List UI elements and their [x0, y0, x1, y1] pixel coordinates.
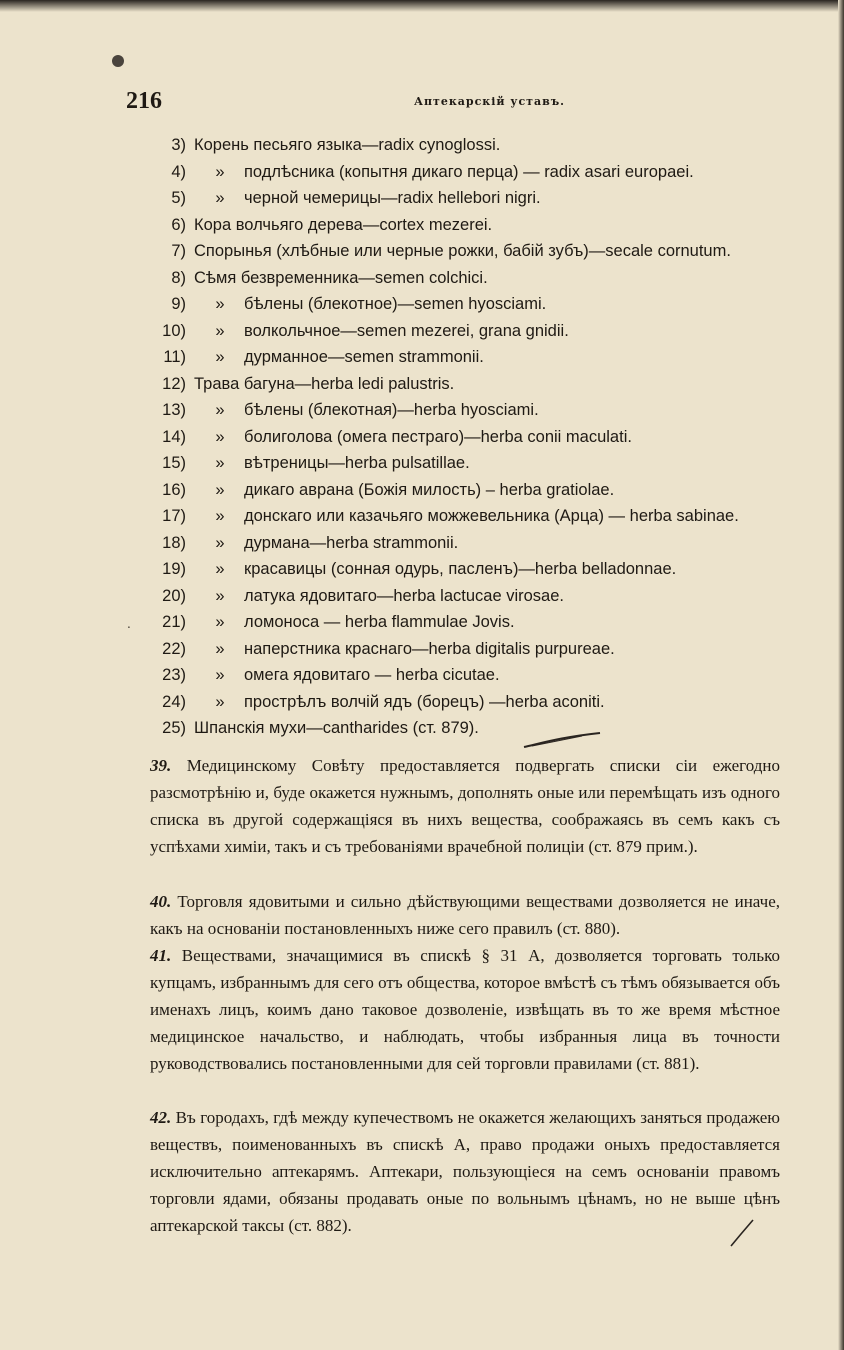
article-number: 40.	[150, 892, 172, 911]
list-item	[150, 583, 800, 610]
item-number: 15)	[162, 454, 186, 472]
article-text: Въ городахъ, гдѣ между купечествомъ не окажется желающихъ заняться продажею веществъ, поименованныхъ въ спискѣ А, право продажи оныхъ предоставляется исключительно аптекарямъ. Аптекари, пользующіеся на семъ основаніи правомъ торговли ядами, обязаны продавать оные по вольнымъ цѣнамъ, но не выше цѣнъ аптекарской таксы (ст. 882).	[150, 1108, 780, 1235]
list-item	[150, 238, 800, 265]
list-item	[150, 318, 800, 345]
ditto-mark: »	[215, 321, 225, 340]
item-number: 11)	[163, 348, 186, 366]
item-text: дикаго аврана (Божія милость) – herba gratiolae.	[244, 480, 615, 499]
item-number: 21)	[162, 613, 186, 631]
ditto-mark: »	[215, 666, 225, 684]
article-41	[150, 942, 780, 1077]
ditto-mark: »	[215, 427, 225, 446]
item-number: 4)	[171, 162, 186, 181]
item-number: 22)	[162, 639, 186, 658]
item-number: 12)	[162, 374, 186, 393]
ditto-mark: »	[215, 639, 225, 658]
list-item	[150, 371, 800, 398]
ditto-mark: »	[215, 480, 225, 499]
item-number: 14)	[162, 427, 186, 446]
item-number: 5)	[171, 189, 186, 207]
item-text: Кора волчьяго дерева—cortex mezerei.	[194, 215, 493, 234]
item-text: донскаго или казачьяго можжевельника (Арца) — herba sabinae.	[244, 507, 739, 525]
ink-slash-mark	[727, 1218, 767, 1248]
list-item	[150, 636, 800, 663]
item-number: 9)	[171, 295, 186, 313]
article-40	[150, 888, 780, 942]
ditto-mark: »	[215, 586, 225, 605]
ditto-mark: »	[215, 189, 225, 207]
list-item	[150, 159, 800, 186]
article-number: 39.	[150, 756, 172, 775]
item-number: 20)	[162, 586, 186, 605]
article-text: Веществами, значащимися въ спискѣ § 31 А, дозволяется торговать только купцамъ, избраннымъ для сего отъ общества, которое вмѣстѣ съ тѣмъ обязывается объ именахъ лицъ, коимъ дано таковое дозволеніе, извѣщать въ то же время мѣстное медицинское начальство, и наблюдать, чтобы избранныя лица въ точности руководствовались постановленными для сей торговли правилами (ст. 881).	[150, 946, 781, 1073]
item-number: 6)	[171, 215, 186, 234]
list-item	[150, 503, 800, 530]
article-number: 42.	[150, 1108, 172, 1127]
list-item	[150, 530, 800, 557]
item-number: 17)	[162, 507, 186, 525]
list-item	[150, 397, 800, 424]
item-text: красавицы (сонная одурь, пасленъ)—herba belladonnae.	[244, 560, 677, 578]
item-text: дурманное—semen strammonii.	[244, 348, 484, 366]
item-text: Шпанскія мухи—cantharides (ст. 879).	[194, 719, 479, 737]
item-number: 7)	[171, 242, 186, 260]
list-item	[150, 132, 800, 159]
page-number: 216	[126, 88, 162, 114]
item-text: латука ядовитаго—herba lactucae virosae.	[244, 586, 564, 605]
item-text: подлѣсника (копытня дикаго перца) — radix asari europaei.	[244, 162, 694, 181]
substance-list	[150, 132, 800, 742]
item-number: 16)	[162, 480, 186, 499]
item-text: бѣлены (блекотная)—herba hyosciami.	[244, 401, 539, 419]
item-text: волкольчное—semen mezerei, grana gnidii.	[244, 321, 569, 340]
page-header	[126, 88, 786, 118]
ditto-mark: »	[215, 533, 225, 552]
item-text: черной чемерицы—radix hellebori nigri.	[244, 189, 541, 207]
item-text: болиголова (омега пестраго)—herba conii maculati.	[244, 427, 632, 446]
item-text: прострѣлъ волчій ядъ (борецъ) —herba aconiti.	[244, 692, 605, 711]
ditto-mark: »	[215, 560, 225, 578]
page-edge-top	[0, 0, 844, 12]
item-text: Корень песьяго языка—radix cynoglossi.	[194, 136, 501, 154]
ditto-mark: »	[215, 401, 225, 419]
item-text: Спорынья (хлѣбные или черные рожки, бабій зубъ)—secale cornutum.	[194, 242, 731, 260]
list-item	[150, 291, 800, 318]
ditto-mark: »	[215, 295, 225, 313]
margin-mark: .	[127, 617, 131, 631]
item-text: бѣлены (блекотное)—semen hyosciami.	[244, 295, 547, 313]
ditto-mark: »	[215, 454, 225, 472]
item-text: наперстника краснаго—herba digitalis purpureae.	[244, 639, 615, 658]
article-text: Медицинскому Совѣту предоставляется подвергать списки сіи ежегодно разсмотрѣнію и, буде окажется нужнымъ, дополнять оные или перемѣщать изъ одного списка въ другой содержащіяся въ нихъ вещества, соображаясь въ семъ какъ съ успѣхами химіи, такъ и съ требованіями врачебной полиціи (ст. 879 прим.).	[150, 756, 780, 856]
item-text: ломоноса — herba flammulae Jovis.	[244, 613, 515, 631]
item-number: 23)	[162, 666, 186, 684]
list-item	[150, 185, 800, 212]
ditto-mark: »	[215, 613, 225, 631]
item-number: 13)	[162, 401, 186, 419]
item-number: 3)	[171, 136, 186, 154]
list-item	[150, 212, 800, 239]
article-39	[150, 752, 780, 860]
running-title: Аптекарскій уставъ.	[414, 95, 565, 108]
binding-hole	[112, 55, 124, 67]
ink-stroke-mark	[522, 731, 602, 751]
ditto-mark: »	[215, 348, 225, 366]
list-item	[150, 477, 800, 504]
list-item	[150, 715, 800, 742]
ditto-mark: »	[215, 507, 225, 525]
list-item	[150, 450, 800, 477]
article-42	[150, 1104, 780, 1239]
item-text: дурмана—herba strammonii.	[244, 533, 459, 552]
item-text: Трава багуна—herba ledi palustris.	[194, 374, 455, 393]
list-item	[150, 344, 800, 371]
list-item	[150, 265, 800, 292]
item-text: омега ядовитаго — herba cicutae.	[244, 666, 500, 684]
ditto-mark: »	[215, 162, 225, 181]
item-number: 8)	[171, 268, 186, 287]
article-text: Торговля ядовитыми и сильно дѣйствующими веществами дозволяется не иначе, какъ на основаніи постановленныхъ ниже сего правилъ (ст. 880).	[150, 892, 781, 938]
item-number: 25)	[162, 719, 186, 737]
item-number: 18)	[162, 533, 186, 552]
article-number: 41.	[150, 946, 172, 965]
item-text: Сѣмя безвременника—semen colchici.	[194, 268, 488, 287]
page-edge-right	[838, 0, 844, 1350]
list-item	[150, 424, 800, 451]
item-number: 24)	[162, 692, 186, 711]
ditto-mark: »	[215, 692, 225, 711]
list-item	[150, 662, 800, 689]
item-number: 19)	[162, 560, 186, 578]
item-number: 10)	[162, 321, 186, 340]
item-text: вѣтреницы—herba pulsatillae.	[244, 454, 470, 472]
list-item	[150, 689, 800, 716]
list-item	[150, 609, 800, 636]
list-item	[150, 556, 800, 583]
